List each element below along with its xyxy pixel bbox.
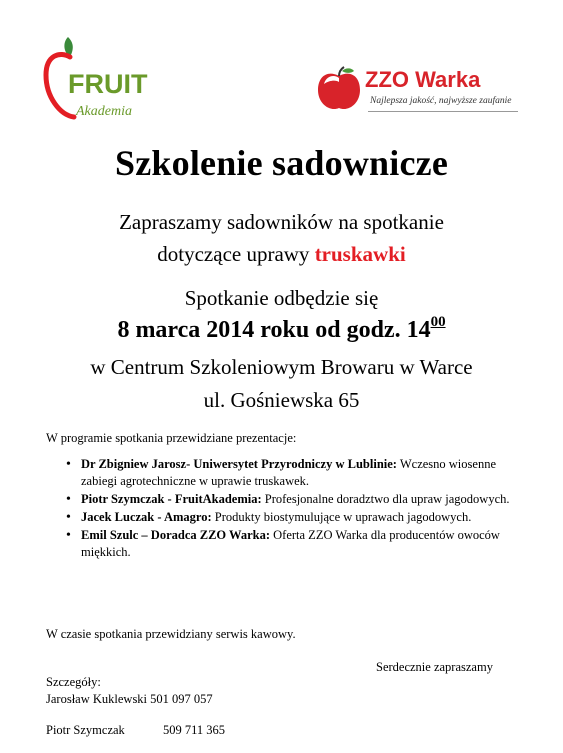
page-title: Szkolenie sadownicze xyxy=(115,143,448,183)
fruit-word: FRUIT xyxy=(68,69,148,99)
zzo-divider xyxy=(368,111,518,112)
topic: Wczesno wiosenne zabiegi agrotechniczne w uprawie truskawek. xyxy=(81,457,496,488)
topic: Oferta ZZO Warka dla producentów owoców miękkich. xyxy=(81,528,500,559)
zzo-tagline: Najlepsza jakość, najwyższe zaufanie xyxy=(370,96,512,106)
list-item xyxy=(46,527,516,561)
invitation-prefix: dotyczące uprawy xyxy=(157,242,315,266)
fruit-akademia-logo xyxy=(40,35,160,125)
meeting-time-minutes: 00 xyxy=(430,314,446,330)
program-list xyxy=(46,456,516,562)
list-item xyxy=(46,491,516,508)
contact-1: Jarosław Kuklewski 501 097 057 xyxy=(46,692,213,706)
details-label: Szczegóły: xyxy=(46,675,101,689)
invitation-line-1: Zapraszamy sadowników na spotkanie xyxy=(119,210,444,234)
apple-icon xyxy=(40,35,160,125)
list-item xyxy=(46,509,516,526)
akademia-word: Akademia xyxy=(76,104,132,119)
zzo-warka-logo xyxy=(312,64,517,114)
topic: Profesjonalne doradztwo dla upraw jagodowych. xyxy=(261,492,510,506)
contact-2-name: Piotr Szymczak xyxy=(46,723,125,737)
coffee-note: W czasie spotkania przewidziany serwis kawowy. xyxy=(46,627,296,641)
meeting-place: w Centrum Szkoleniowym Browaru w Warce xyxy=(90,355,473,379)
meeting-intro: Spotkanie odbędzie się xyxy=(184,286,379,310)
contact-2-phone: 509 711 365 xyxy=(163,723,226,737)
meeting-date-main: 8 marca 2014 roku od godz. 14 xyxy=(117,317,431,343)
invitation-line-2 xyxy=(0,242,563,267)
speaker: Emil Szulc – Doradca ZZO Warka: xyxy=(81,528,271,542)
closing-greeting: Serdecznie zapraszamy xyxy=(376,660,493,674)
speaker: Jacek Luczak - Amagro: xyxy=(81,510,212,524)
program-intro: W programie spotkania przewidziane prezentacje: xyxy=(46,431,297,445)
topic: Produkty biostymulujące w uprawach jagodowych. xyxy=(211,510,472,524)
zzo-brand-name: ZZO Warka xyxy=(365,67,481,92)
apple-icon xyxy=(316,66,362,112)
speaker: Piotr Szymczak - FruitAkademia: xyxy=(81,492,262,506)
crop-highlight: truskawki xyxy=(314,242,406,266)
speaker: Dr Zbigniew Jarosz- Uniwersytet Przyrodniczy w Lublinie: xyxy=(81,457,397,471)
meeting-date xyxy=(0,314,563,344)
list-item xyxy=(46,456,516,490)
meeting-street: ul. Gośniewska 65 xyxy=(203,388,360,412)
